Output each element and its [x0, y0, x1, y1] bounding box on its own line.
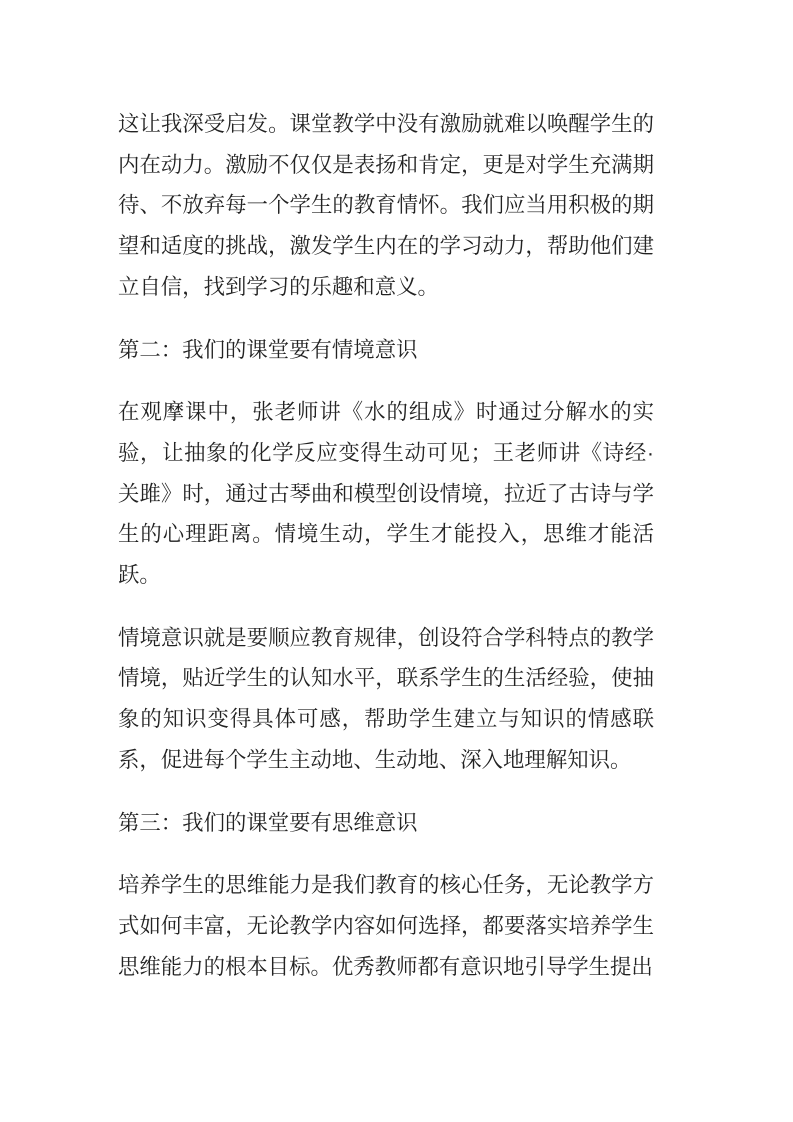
paragraph-motivation-insight: 这让我深受启发。课堂教学中没有激励就难以唤醒学生的内在动力。激励不仅仅是表扬和肯定，更是对学生充满期待、不放弃每一个学生的教育情怀。我们应当用积极的期望和适度的挑战，激发学生内在的学习动力，帮助他们建立自信，找到学习的乐趣和意义。	[118, 112, 654, 299]
paragraph-observation-lessons: 在观摩课中，张老师讲《水的组成》时通过分解水的实验，让抽象的化学反应变得生动可见；王老师讲《诗经·关雎》时，通过古琴曲和模型创设情境，拉近了古诗与学生的心理距离。情境生动，学生才能投入，思维才能活跃。	[118, 400, 654, 588]
paragraph-situational-awareness: 情境意识就是要顺应教育规律，创设符合学科特点的教学情境，贴近学生的认知水平，联系学生的生活经验，使抽象的知识变得具体可感，帮助学生建立与知识的情感联系，促进每个学生主动地、生动地、深入地理解知识。	[118, 625, 654, 772]
section-heading-3: 第三：我们的课堂要有思维意识	[118, 810, 418, 835]
paragraph-thinking-ability: 培养学生的思维能力是我们教育的核心任务，无论教学方式如何丰富，无论教学内容如何选择，都要落实培养学生思维能力的根本目标。优秀教师都有意识地引导学生提出	[118, 873, 654, 979]
section-heading-2: 第二：我们的课堂要有情境意识	[118, 337, 418, 362]
